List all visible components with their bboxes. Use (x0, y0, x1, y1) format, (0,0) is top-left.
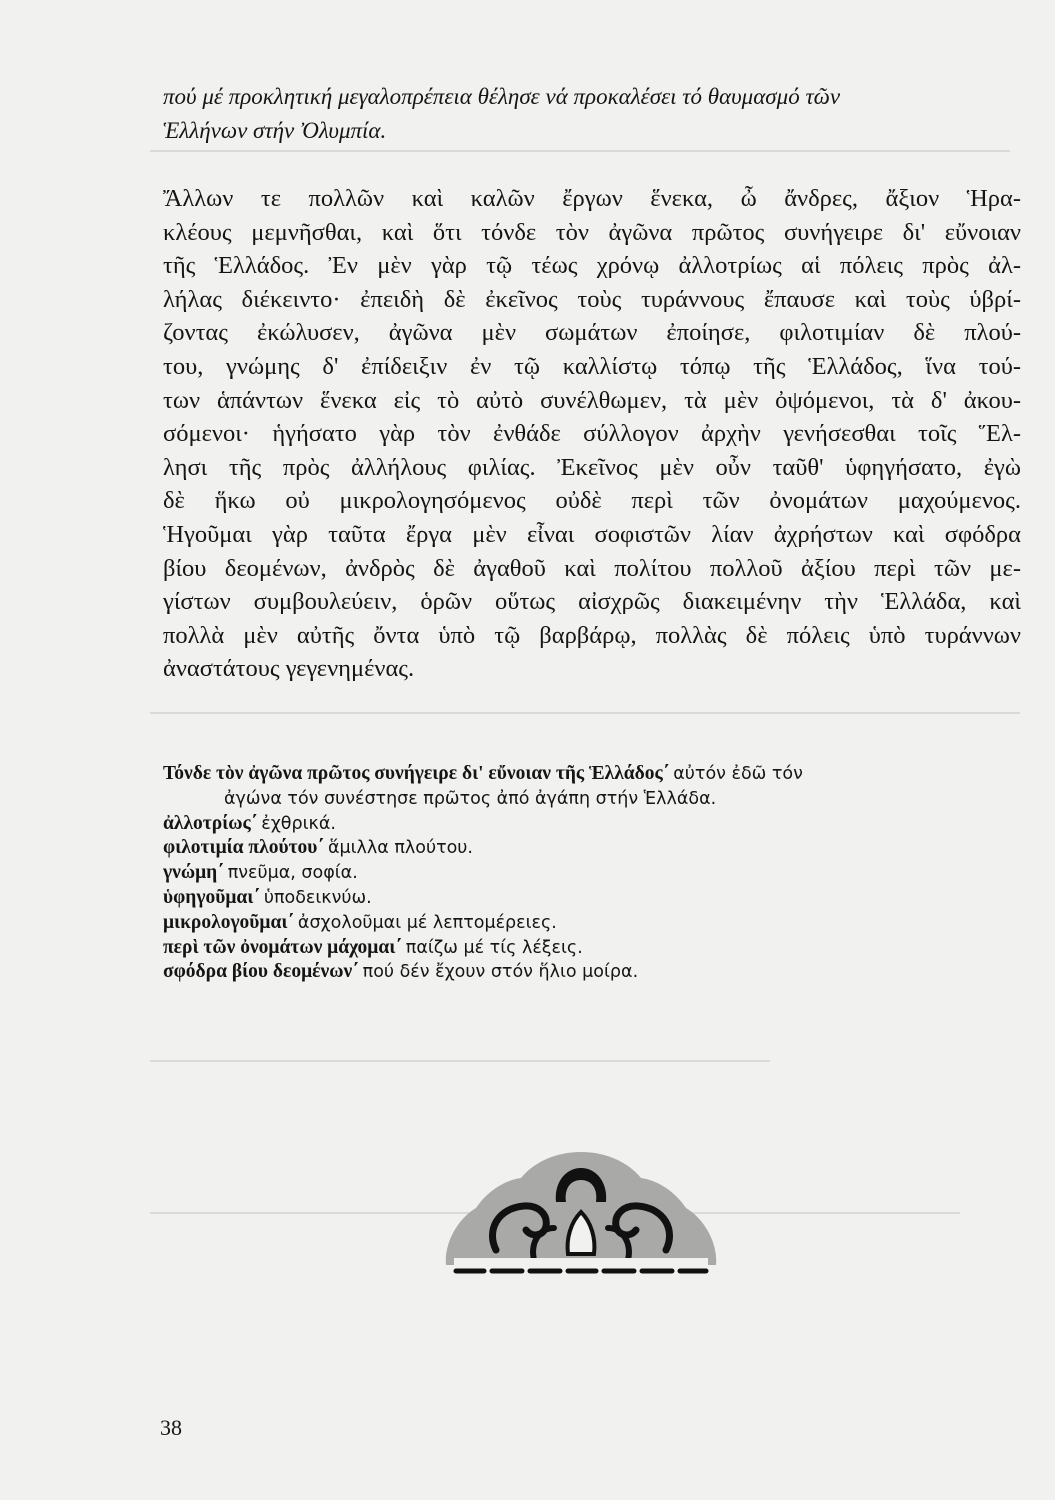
speech-line: τῆς Ἑλλάδος. Ἐν μὲν γὰρ τῷ τέως χρόνῳ ἀλλοτρίως αἱ πόλεις πρὸς ἀλ- (163, 252, 1021, 280)
glossary-term: σφόδρα βίου δεομένων΄ (163, 961, 359, 983)
glossary-term: ἀλλοτρίως΄ (163, 812, 258, 834)
speech-line: Ἄλλων τε πολλῶν καὶ καλῶν ἔργων ἕνεκα, ὦ ἄνδρες, ἄξιον Ἡρα- (163, 185, 1021, 212)
speech-line: Ἡγοῦμαι γὰρ ταῦτα ἔργα μὲν εἶναι σοφιστῶν λίαν ἀχρήστων καὶ σφόδρα (163, 520, 1021, 548)
glossary-definition: ἀγώνα τόν συνέστησε πρῶτος ἀπό ἀγάπη στήν Ἑλλάδα. (224, 788, 717, 809)
glossary-definition: πού δέν ἔχουν στόν ἥλιο μοίρα. (362, 962, 639, 983)
speech-line: σόμενοι· ἡγήσατο γὰρ τὸν ἐνθάδε σύλλογον ἀρχὴν γενήσεσθαι τοῖς Ἕλ- (163, 420, 1021, 448)
speech-line: του, γνώμης δ' ἐπίδειξιν ἐν τῷ καλλίστῳ τόπῳ τῆς Ἑλλάδος, ἵνα τού- (163, 352, 1021, 380)
glossary-term: γνώμη΄ (163, 862, 224, 884)
speech-line: ζοντας ἐκώλυσεν, ἀγῶνα μὲν σωμάτων ἐποίησε, φιλοτιμίαν δὲ πλού- (163, 319, 1021, 347)
glossary-term: Τόνδε τὸν ἀγῶνα πρῶτος συνήγειρε δι' εὔνοιαν τῆς Ἑλλάδος΄ (163, 763, 670, 784)
speech-line: δὲ ἥκω οὐ μικρολογησόμενος οὐδὲ περὶ τῶν ὀνομάτων μαχούμενος. (163, 487, 1021, 515)
speech-line: πολλὰ μὲν αὐτῆς ὄντα ὑπὸ τῷ βαρβάρῳ, πολλὰς δὲ πόλεις ὑπὸ τυράννων (163, 621, 1021, 649)
glossary-term: περὶ τῶν ὀνομάτων μάχομαι΄ (163, 936, 402, 958)
glossary (163, 762, 1023, 985)
glossary-continuation (163, 787, 1023, 812)
speech-line: των ἁπάντων ἕνεκα εἰς τὸ αὐτὸ συνέλθωμεν, τὰ μὲν ὀψόμενοι, τὰ δ' ἀκου- (163, 386, 1021, 414)
glossary-definition: πνεῦμα, σοφία. (227, 863, 358, 884)
glossary-term: φιλοτιμία πλούτου΄ (163, 837, 324, 859)
speech-line: ἀναστάτους γεγενημένας. (163, 655, 415, 683)
intro-line: Ἑλλήνων στήν Ὀλυμπία. (163, 118, 387, 143)
glossary-term: μικρολογοῦμαι΄ (163, 911, 294, 933)
glossary-entry (163, 911, 1023, 936)
speech-line: λησι τῆς πρὸς ἀλλήλους φιλίας. Ἐκεῖνος μὲν οὖν ταῦθ' ὑφηγήσατο, ἐγὼ (163, 453, 1021, 481)
speech-line: γίστων συμβουλεύειν, ὁρῶν οὕτως αἰσχρῶς διακειμένην τὴν Ἑλλάδα, καὶ (163, 588, 1021, 616)
glossary-entry (163, 886, 1023, 911)
speech-line: κλέους μεμνῆσθαι, καὶ ὅτι τόνδε τὸν ἀγῶνα πρῶτος συνήγειρε δι' εὔνοιαν (163, 218, 1021, 246)
glossary-definition: ὑποδεικνύω. (263, 887, 372, 908)
glossary-entry (163, 936, 1023, 961)
glossary-entry (163, 812, 1023, 837)
glossary-entry (163, 960, 1023, 985)
bleed-through (150, 150, 1010, 152)
speech-line: λήλας διέκειντο· ἐπειδὴ δὲ ἐκεῖνος τοὺς τυράννους ἔπαυσε καὶ τοὺς ὑβρί- (163, 285, 1021, 313)
floral-crest-ornament-icon (436, 1150, 726, 1280)
glossary-definition: ἀσχολοῦμαι μέ λεπτομέρειες. (297, 912, 557, 933)
glossary-entry (163, 861, 1023, 886)
speech-paragraph (163, 182, 1021, 686)
glossary-entry (163, 836, 1023, 861)
intro-line: πού μέ προκλητική μεγαλοπρέπεια θέλησε νά προκαλέσει τό θαυμασμό τῶν (163, 84, 841, 109)
page-number: 38 (160, 1415, 182, 1440)
glossary-definition: αὐτόν ἐδῶ τόν (673, 764, 803, 784)
glossary-definition: ἅμιλλα πλούτου. (327, 838, 473, 859)
intro-paragraph (163, 80, 1023, 148)
glossary-definition: ἐχθρικά. (261, 813, 336, 834)
glossary-term: ὑφηγοῦμαι΄ (163, 886, 260, 908)
glossary-entry (163, 762, 1023, 787)
glossary-definition: παίζω μέ τίς λέξεις. (405, 937, 583, 958)
speech-line: βίου δεομένων, ἀνδρὸς δὲ ἀγαθοῦ καὶ πολίτου πολλοῦ ἀξίου περὶ τῶν με- (163, 554, 1021, 582)
bleed-through (150, 712, 1020, 714)
bleed-through (150, 1060, 770, 1062)
